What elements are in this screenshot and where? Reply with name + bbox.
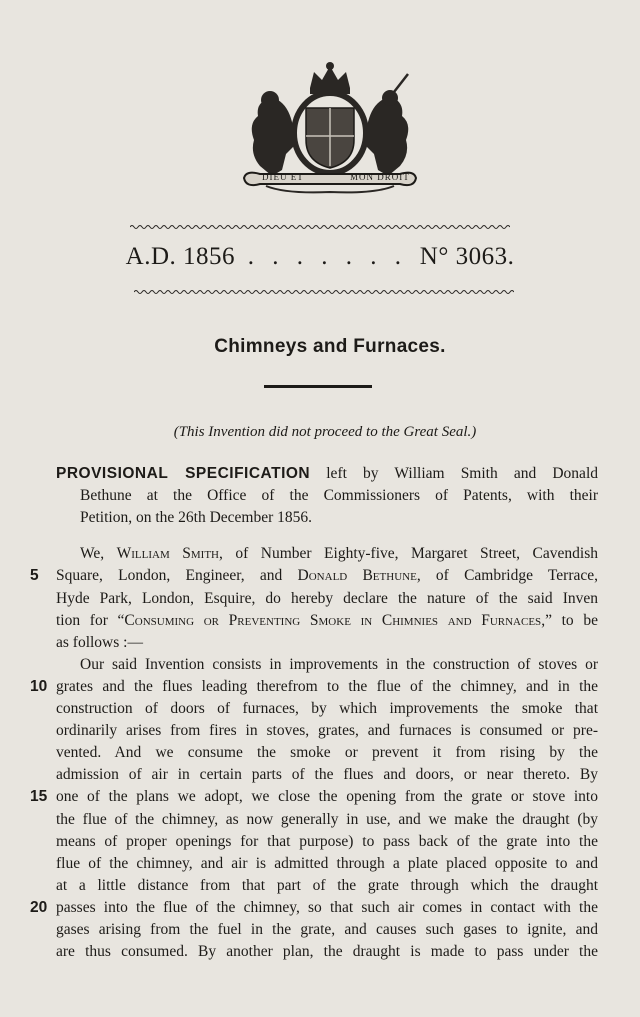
text-line xyxy=(56,919,598,941)
text-line xyxy=(80,485,598,507)
text-span: the flue of the chimney, as now generally in use, and we make the draught (by xyxy=(56,810,598,828)
text-line xyxy=(56,941,598,963)
text-line xyxy=(56,676,598,698)
text-span: William Smith xyxy=(116,545,219,563)
text-line xyxy=(56,809,598,831)
patent-year: A.D. 1856 xyxy=(125,243,236,270)
wavy-rule-top xyxy=(130,224,510,230)
text-span: gases arising from the fuel in the grate, and causes such gases to ignite, and xyxy=(56,921,598,938)
text-span: admission of air in certain parts of the flues and doors, or near thereto. By xyxy=(56,766,598,784)
text-line xyxy=(56,610,598,632)
text-span: PROVISIONAL SPECIFICATION xyxy=(56,465,311,482)
patent-heading xyxy=(0,243,640,271)
text-span: Square, London, Engineer, and xyxy=(56,567,298,585)
text-line xyxy=(56,742,598,764)
text-line xyxy=(56,764,598,786)
text-line xyxy=(56,588,598,610)
text-line xyxy=(80,654,598,676)
text-line xyxy=(56,698,598,720)
text-span: one of the plans we adopt, we close the opening from the grate or stove into xyxy=(56,788,598,806)
text-span: ordinarily arises from fires in stoves, grates, and furnaces is consumed or pre- xyxy=(56,722,598,740)
line-number: 15 xyxy=(30,788,48,806)
text-line xyxy=(80,543,598,565)
text-span: Our said Invention consists in improvements in the construction of stoves or xyxy=(80,655,598,673)
patent-number: N° 3063. xyxy=(419,243,515,270)
text-span: Petition, on the 26th December 1856. xyxy=(80,509,313,527)
crest-motto-right: MON DROIT xyxy=(350,172,410,182)
text-line xyxy=(56,632,598,654)
text-span: tion for “ xyxy=(56,611,125,629)
text-span: flue of the chimney, and air is admitted through a plate placed opposite to and xyxy=(56,854,598,872)
text-line xyxy=(56,853,598,875)
document-title: Chimneys and Furnaces. xyxy=(214,336,446,357)
line-number: 10 xyxy=(30,677,48,695)
text-span: construction of doors of furnaces, by which improvements the smoke that xyxy=(56,700,598,717)
title-rule xyxy=(264,385,372,388)
seal-note: (This Invention did not proceed to the Great Seal.) xyxy=(173,424,477,440)
text-span: Donald Bethune xyxy=(297,567,417,585)
line-number: 5 xyxy=(30,567,39,585)
text-span: Bethune at the Office of the Commissioners of Patents, with their xyxy=(80,487,598,505)
text-span: as follows :— xyxy=(56,633,143,651)
text-span: vented. And we consume the smoke or prevent it from rising by the xyxy=(56,744,598,762)
text-line xyxy=(56,831,598,853)
text-span: grates and the flues leading therefrom to the flue of the chimney, and in the xyxy=(56,677,598,695)
text-line xyxy=(56,875,598,897)
line-number: 20 xyxy=(30,898,48,916)
text-line xyxy=(56,463,598,485)
text-span: at a little distance from that part of the grate through which the draught xyxy=(56,876,598,894)
text-line xyxy=(56,786,598,808)
crest-motto-left: DIEU ET xyxy=(262,172,304,182)
text-span: means of proper openings for that purpose) to pass back of the grate into the xyxy=(56,832,598,850)
text-span: Hyde Park, London, Esquire, do hereby declare the nature of the said Inven xyxy=(56,589,598,607)
text-line xyxy=(56,720,598,742)
text-line xyxy=(56,565,598,587)
wavy-rule-bottom xyxy=(134,289,514,295)
text-span: passes into the flue of the chimney, so that such air comes in contact with the xyxy=(56,898,598,916)
text-line xyxy=(80,507,598,529)
text-span: left by William Smith and Donald xyxy=(310,465,598,482)
heading-dots: . . . . . . . xyxy=(247,243,408,270)
text-span: We, xyxy=(80,545,117,563)
text-span: , of Cambridge Terrace, xyxy=(416,567,599,585)
text-span: ,” to be xyxy=(541,611,598,629)
text-span: Consuming or Preventing Smoke in Chimnies and Furnaces xyxy=(124,611,542,629)
text-line xyxy=(56,897,598,919)
text-span: , of Number Eighty-five, Margaret Street, Cavendish xyxy=(218,545,598,563)
text-span: are thus consumed. By another plan, the draught is made to pass under the xyxy=(56,943,598,961)
